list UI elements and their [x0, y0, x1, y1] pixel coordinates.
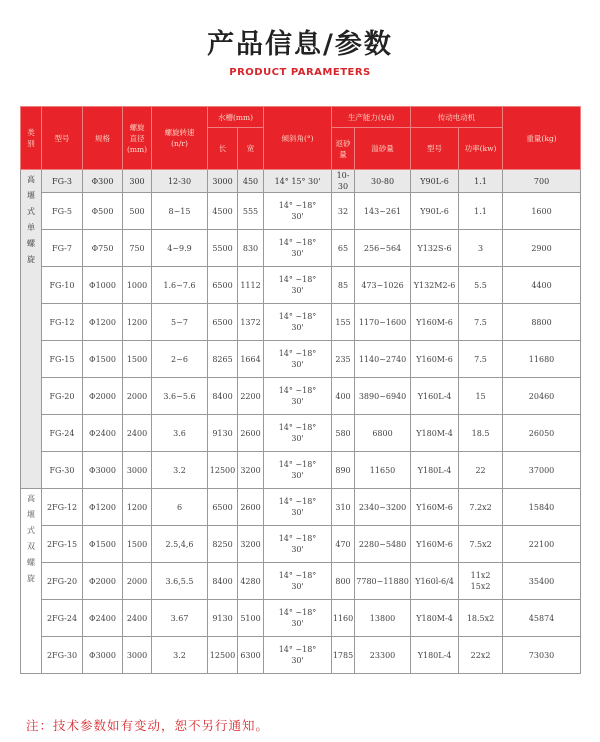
table-header: [21, 107, 581, 170]
cell-ore: 3890~6940: [355, 378, 411, 415]
cell-speed: 3.67: [152, 600, 208, 637]
table-row: [21, 304, 581, 341]
cell-model: FG-15: [42, 341, 83, 378]
cell-motor: Y180M-4: [411, 415, 459, 452]
header-spec: 规格: [83, 107, 123, 170]
cell-power: 7.5: [459, 341, 503, 378]
cell-ore: 2280~5480: [355, 526, 411, 563]
cell-motor: Y90L-6: [411, 170, 459, 193]
cell-wid: 3200: [238, 526, 264, 563]
header-tank-length: 长: [208, 128, 238, 170]
cell-weight: 20460: [503, 378, 581, 415]
cell-power: 3: [459, 230, 503, 267]
cell-len: 8265: [208, 341, 238, 378]
page-title: 产品信息/参数: [207, 29, 393, 60]
cell-dia: 3000: [123, 637, 152, 674]
cell-model: FG-10: [42, 267, 83, 304]
cell-ret: 155: [332, 304, 355, 341]
cell-motor: Y160M-6: [411, 489, 459, 526]
cell-speed: 1.6~7.6: [152, 267, 208, 304]
category-cell: 高 堰 式 单 螺 旋: [21, 170, 42, 489]
table-row: [21, 193, 581, 230]
cell-ore: 1140~2740: [355, 341, 411, 378]
cell-len: 8250: [208, 526, 238, 563]
cell-angle: 14° ~18° 30': [264, 193, 332, 230]
cell-model: 2FG-15: [42, 526, 83, 563]
cell-angle: 14° ~18° 30': [264, 230, 332, 267]
cell-power: 1.1: [459, 193, 503, 230]
cell-weight: 37000: [503, 452, 581, 489]
disclaimer-note: 注：技术参数如有变动，恕不另行通知。: [26, 718, 270, 733]
cell-power: 11x2 15x2: [459, 563, 503, 600]
cell-spec: Φ2400: [83, 415, 123, 452]
table-row: [21, 637, 581, 674]
cell-weight: 22100: [503, 526, 581, 563]
cell-dia: 2400: [123, 600, 152, 637]
table-row: [21, 230, 581, 267]
cell-spec: Φ3000: [83, 637, 123, 674]
cell-len: 8400: [208, 563, 238, 600]
cell-power: 1.1: [459, 170, 503, 193]
cell-wid: 555: [238, 193, 264, 230]
cell-ret: 10-30: [332, 170, 355, 193]
cell-model: FG-3: [42, 170, 83, 193]
cell-angle: 14° ~18° 30': [264, 304, 332, 341]
cell-ret: 1785: [332, 637, 355, 674]
cell-spec: Φ300: [83, 170, 123, 193]
cell-angle: 14° ~18° 30': [264, 526, 332, 563]
cell-weight: 1600: [503, 193, 581, 230]
header-motor: 传动电动机: [411, 107, 503, 128]
cell-speed: 3.2: [152, 637, 208, 674]
table-row: [21, 489, 581, 526]
table-row: [21, 341, 581, 378]
cell-wid: 6300: [238, 637, 264, 674]
header-incline: 倾斜角(°): [264, 107, 332, 170]
cell-motor: Y180L-4: [411, 452, 459, 489]
header-weight: 重量(kg): [503, 107, 581, 170]
cell-weight: 35400: [503, 563, 581, 600]
cell-dia: 1500: [123, 526, 152, 563]
table-row: [21, 267, 581, 304]
table-row: [21, 600, 581, 637]
cell-dia: 2400: [123, 415, 152, 452]
cell-wid: 2600: [238, 489, 264, 526]
cell-len: 6500: [208, 304, 238, 341]
cell-ore: 6800: [355, 415, 411, 452]
cell-dia: 2000: [123, 563, 152, 600]
table-body: [21, 170, 581, 674]
cell-speed: 2.5,4,6: [152, 526, 208, 563]
cell-power: 7.5x2: [459, 526, 503, 563]
cell-len: 5500: [208, 230, 238, 267]
cell-motor: Y180L-4: [411, 637, 459, 674]
cell-ore: 30-80: [355, 170, 411, 193]
cell-spec: Φ2000: [83, 378, 123, 415]
cell-speed: 5~7: [152, 304, 208, 341]
header-capacity: 生产能力(t/d): [332, 107, 411, 128]
cell-wid: 4280: [238, 563, 264, 600]
parameters-table-wrapper: [20, 106, 580, 674]
cell-wid: 5100: [238, 600, 264, 637]
parameters-table: [20, 106, 581, 674]
cell-angle: 14° 15° 30': [264, 170, 332, 193]
cell-model: FG-7: [42, 230, 83, 267]
cell-angle: 14° ~18° 30': [264, 489, 332, 526]
cell-ret: 310: [332, 489, 355, 526]
cell-ore: 2340~3200: [355, 489, 411, 526]
cell-dia: 750: [123, 230, 152, 267]
cell-dia: 500: [123, 193, 152, 230]
header-category: 类 别: [21, 107, 42, 170]
cell-ore: 473~1026: [355, 267, 411, 304]
cell-ore: 11650: [355, 452, 411, 489]
cell-motor: Y160M-6: [411, 526, 459, 563]
cell-ret: 85: [332, 267, 355, 304]
cell-ore: 13800: [355, 600, 411, 637]
cell-ore: 143~261: [355, 193, 411, 230]
cell-speed: 3.6: [152, 415, 208, 452]
cell-power: 18.5: [459, 415, 503, 452]
cell-power: 18.5x2: [459, 600, 503, 637]
cell-power: 7.2x2: [459, 489, 503, 526]
cell-weight: 73030: [503, 637, 581, 674]
cell-spec: Φ750: [83, 230, 123, 267]
cell-speed: 8~15: [152, 193, 208, 230]
cell-len: 12500: [208, 452, 238, 489]
cell-angle: 14° ~18° 30': [264, 341, 332, 378]
header-tank-width: 宽: [238, 128, 264, 170]
cell-angle: 14° ~18° 30': [264, 415, 332, 452]
table-row: [21, 526, 581, 563]
table-row: [21, 415, 581, 452]
cell-weight: 2900: [503, 230, 581, 267]
cell-ret: 1160: [332, 600, 355, 637]
cell-power: 22x2: [459, 637, 503, 674]
cell-angle: 14° ~18° 30': [264, 600, 332, 637]
cell-motor: Y90L-6: [411, 193, 459, 230]
header-spiral-diameter: 螺旋 直径 (mm): [123, 107, 152, 170]
cell-spec: Φ500: [83, 193, 123, 230]
cell-ore: 23300: [355, 637, 411, 674]
cell-motor: Y160M-6: [411, 304, 459, 341]
cell-len: 4500: [208, 193, 238, 230]
cell-ore: 7780~11880: [355, 563, 411, 600]
cell-len: 9130: [208, 415, 238, 452]
header-capacity-return: 返砂 量: [332, 128, 355, 170]
table-row: [21, 452, 581, 489]
page-subtitle: PRODUCT PARAMETERS: [229, 67, 371, 78]
cell-speed: 3.6,5.5: [152, 563, 208, 600]
cell-model: 2FG-30: [42, 637, 83, 674]
cell-wid: 450: [238, 170, 264, 193]
cell-power: 5.5: [459, 267, 503, 304]
header-tank: 水槽(mm): [208, 107, 264, 128]
cell-ret: 65: [332, 230, 355, 267]
cell-angle: 14° ~18° 30': [264, 563, 332, 600]
cell-ret: 890: [332, 452, 355, 489]
cell-len: 3000: [208, 170, 238, 193]
cell-len: 6500: [208, 267, 238, 304]
cell-speed: 3.2: [152, 452, 208, 489]
cell-model: 2FG-12: [42, 489, 83, 526]
cell-motor: Y160M-6: [411, 341, 459, 378]
cell-dia: 1200: [123, 489, 152, 526]
cell-ret: 800: [332, 563, 355, 600]
cell-weight: 11680: [503, 341, 581, 378]
cell-len: 12500: [208, 637, 238, 674]
cell-wid: 2200: [238, 378, 264, 415]
table-row: [21, 378, 581, 415]
cell-wid: 2600: [238, 415, 264, 452]
cell-ret: 400: [332, 378, 355, 415]
category-cell: 高 堰 式 双 螺 旋: [21, 489, 42, 674]
cell-spec: Φ1500: [83, 341, 123, 378]
cell-angle: 14° ~18° 30': [264, 452, 332, 489]
cell-weight: 45874: [503, 600, 581, 637]
cell-motor: Y160l-6/4: [411, 563, 459, 600]
cell-spec: Φ2400: [83, 600, 123, 637]
cell-model: FG-20: [42, 378, 83, 415]
cell-speed: 6: [152, 489, 208, 526]
cell-power: 22: [459, 452, 503, 489]
cell-ret: 235: [332, 341, 355, 378]
header-capacity-ore: 溢砂量: [355, 128, 411, 170]
cell-spec: Φ2000: [83, 563, 123, 600]
cell-motor: Y132S-6: [411, 230, 459, 267]
cell-wid: 1664: [238, 341, 264, 378]
cell-dia: 1500: [123, 341, 152, 378]
header-model: 型号: [42, 107, 83, 170]
cell-motor: Y160L-4: [411, 378, 459, 415]
cell-ore: 256~564: [355, 230, 411, 267]
cell-spec: Φ3000: [83, 452, 123, 489]
cell-dia: 300: [123, 170, 152, 193]
cell-speed: 3.6~5.6: [152, 378, 208, 415]
cell-speed: 12-30: [152, 170, 208, 193]
header-motor-power: 功率(kw): [459, 128, 503, 170]
cell-model: FG-30: [42, 452, 83, 489]
header-spiral-speed: 螺旋转速 (n/r): [152, 107, 208, 170]
cell-wid: 1372: [238, 304, 264, 341]
cell-speed: 4~9.9: [152, 230, 208, 267]
cell-spec: Φ1200: [83, 304, 123, 341]
cell-len: 8400: [208, 378, 238, 415]
cell-len: 6500: [208, 489, 238, 526]
cell-weight: 4400: [503, 267, 581, 304]
cell-ret: 32: [332, 193, 355, 230]
cell-model: FG-12: [42, 304, 83, 341]
cell-dia: 3000: [123, 452, 152, 489]
cell-ore: 1170~1600: [355, 304, 411, 341]
cell-wid: 1112: [238, 267, 264, 304]
cell-model: FG-5: [42, 193, 83, 230]
cell-dia: 1000: [123, 267, 152, 304]
cell-dia: 1200: [123, 304, 152, 341]
cell-power: 7.5: [459, 304, 503, 341]
cell-spec: Φ1500: [83, 526, 123, 563]
cell-angle: 14° ~18° 30': [264, 378, 332, 415]
cell-weight: 700: [503, 170, 581, 193]
cell-power: 15: [459, 378, 503, 415]
cell-spec: Φ1000: [83, 267, 123, 304]
cell-len: 9130: [208, 600, 238, 637]
table-row: [21, 563, 581, 600]
table-row: [21, 170, 581, 193]
cell-weight: 26050: [503, 415, 581, 452]
cell-ret: 470: [332, 526, 355, 563]
cell-model: FG-24: [42, 415, 83, 452]
cell-model: 2FG-24: [42, 600, 83, 637]
cell-motor: Y132M2-6: [411, 267, 459, 304]
cell-weight: 15840: [503, 489, 581, 526]
cell-angle: 14° ~18° 30': [264, 267, 332, 304]
cell-spec: Φ1200: [83, 489, 123, 526]
cell-dia: 2000: [123, 378, 152, 415]
cell-angle: 14° ~18° 30': [264, 637, 332, 674]
cell-wid: 830: [238, 230, 264, 267]
cell-speed: 2~6: [152, 341, 208, 378]
cell-weight: 8800: [503, 304, 581, 341]
cell-wid: 3200: [238, 452, 264, 489]
header-motor-model: 型号: [411, 128, 459, 170]
cell-model: 2FG-20: [42, 563, 83, 600]
cell-ret: 580: [332, 415, 355, 452]
cell-motor: Y180M-4: [411, 600, 459, 637]
